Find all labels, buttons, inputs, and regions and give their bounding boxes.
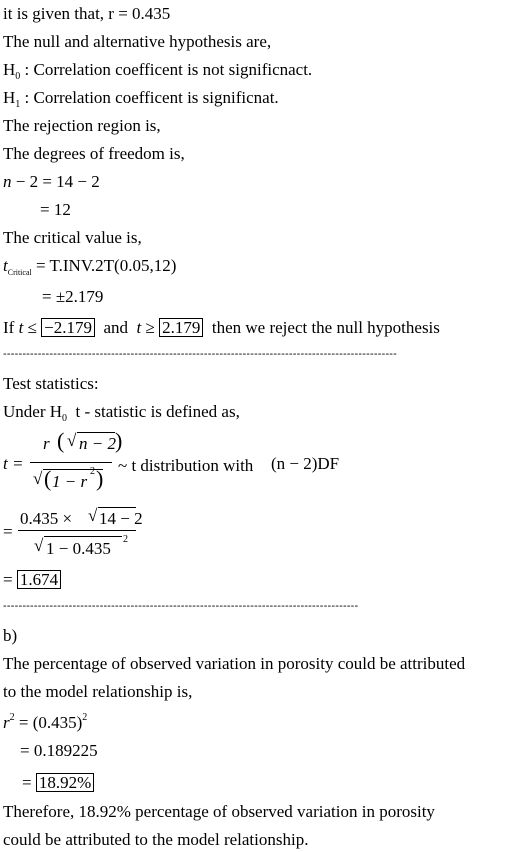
hypothesis-title: The null and alternative hypothesis are, bbox=[3, 32, 272, 51]
calc-num-root: 14 − 2 bbox=[99, 509, 143, 528]
conclusion-line-2: could be attributed to the model relationship. bbox=[3, 830, 309, 849]
rule-t1: t bbox=[18, 318, 24, 337]
calc-den-sup: 2 bbox=[123, 534, 128, 545]
h0-text: : Correlation coefficent is not significnact. bbox=[20, 60, 313, 79]
part-b-label: b) bbox=[3, 626, 18, 645]
formula-den-paren-open: ( bbox=[44, 466, 52, 491]
null-hypothesis bbox=[3, 61, 312, 82]
formula-den-paren-close: ) bbox=[96, 466, 104, 491]
formula-tail: ~ t distribution with bbox=[118, 456, 254, 475]
h1-subscript: 1 bbox=[15, 99, 21, 110]
rejection-rule bbox=[3, 318, 440, 337]
r2-lhs-sup: 2 bbox=[9, 712, 15, 723]
formula-num-r: r bbox=[43, 434, 50, 453]
rule-and: and bbox=[95, 318, 137, 337]
part-b-line-1: The percentage of observed variation in porosity could be attributed bbox=[3, 654, 466, 673]
t-result bbox=[3, 570, 61, 589]
rule-op1: ≤ bbox=[23, 318, 42, 337]
part-b-line-2: to the model relationship is, bbox=[3, 682, 193, 701]
calc-den-root: 1 − 0.435 bbox=[46, 539, 111, 558]
critical-title: The critical value is, bbox=[3, 228, 142, 247]
h0-subscript: 0 bbox=[15, 71, 21, 82]
r-squared-value: = 0.189225 bbox=[20, 741, 98, 760]
formula-num-paren-open: ( bbox=[57, 428, 65, 453]
under-h0-line bbox=[3, 403, 240, 424]
calc-num: 0.435 × bbox=[20, 509, 73, 528]
dof-equation-2: = 12 bbox=[40, 200, 71, 219]
test-statistics-title: Test statistics: bbox=[3, 374, 99, 393]
formula-den-sup: 2 bbox=[90, 466, 95, 477]
divider-2: -------------------------------------------------------------------------------------------- bbox=[3, 600, 359, 612]
formula-den-radical: √ bbox=[33, 469, 43, 488]
critical-subscript: Critical bbox=[7, 268, 32, 277]
rule-op2: ≥ bbox=[141, 318, 160, 337]
calc-num-radical: √ bbox=[88, 506, 98, 525]
t-result-eq: = bbox=[3, 570, 13, 589]
r2-result-eq: = bbox=[22, 773, 32, 792]
r2-result-box: 18.92% bbox=[36, 773, 94, 792]
rule-then: then we reject the null hypothesis bbox=[203, 318, 440, 337]
r-squared-result bbox=[22, 773, 94, 792]
under-prefix: Under H bbox=[3, 402, 63, 421]
critical-value: = ±2.179 bbox=[42, 287, 104, 306]
dof-n: n bbox=[3, 172, 12, 191]
r2-rhs-sup: 2 bbox=[82, 712, 88, 723]
formula-df: (n − 2)DF bbox=[271, 454, 340, 473]
formula-num-root: n − 2 bbox=[79, 434, 116, 453]
critical-t: t bbox=[3, 256, 8, 275]
given-statement: it is given that, r = 0.435 bbox=[3, 4, 171, 23]
r2-rhs: = (0.435) bbox=[14, 713, 83, 732]
formula-num-radical: √ bbox=[67, 431, 77, 450]
rejection-title: The rejection region is, bbox=[3, 116, 161, 135]
rule-lower-bound-box: −2.179 bbox=[41, 318, 95, 337]
dof-equation-1 bbox=[3, 173, 100, 190]
t-result-box: 1.674 bbox=[17, 570, 61, 589]
rule-t2: t bbox=[136, 318, 142, 337]
formula-den-root: 1 − r bbox=[52, 472, 88, 491]
dof-title: The degrees of freedom is, bbox=[3, 144, 185, 163]
alt-hypothesis bbox=[3, 89, 279, 110]
formula-num-vinculum bbox=[77, 432, 115, 433]
under-text: t - statistic is defined as, bbox=[67, 402, 240, 421]
under-subscript: 0 bbox=[62, 413, 68, 424]
calc-num-vinculum bbox=[98, 507, 136, 508]
formula-num-paren-close: ) bbox=[115, 428, 123, 453]
rule-upper-bound-box: 2.179 bbox=[159, 318, 203, 337]
formula-fraction-bar bbox=[30, 462, 112, 463]
r2-lhs: r bbox=[3, 713, 10, 732]
calc-den-vinculum bbox=[44, 536, 122, 537]
critical-equation bbox=[3, 257, 176, 277]
formula-t-eq: t = bbox=[3, 454, 24, 473]
h1-text: : Correlation coefficent is significnat. bbox=[20, 88, 279, 107]
calc-fraction-bar bbox=[18, 530, 136, 531]
divider-1: ------------------------------------------------------------------------------------------------------ bbox=[3, 348, 398, 360]
r-squared-equation bbox=[3, 713, 87, 731]
h0-symbol: H bbox=[3, 60, 16, 79]
dof-rhs: − 2 = 14 − 2 bbox=[11, 172, 100, 191]
h1-symbol: H bbox=[3, 88, 16, 107]
rule-if: If bbox=[3, 318, 19, 337]
critical-rhs: = T.INV.2T(0.05,12) bbox=[31, 256, 177, 275]
calc-den-radical: √ bbox=[34, 536, 44, 555]
calc-eq: = bbox=[3, 522, 13, 541]
conclusion-line-1: Therefore, 18.92% percentage of observed variation in porosity bbox=[3, 802, 435, 821]
